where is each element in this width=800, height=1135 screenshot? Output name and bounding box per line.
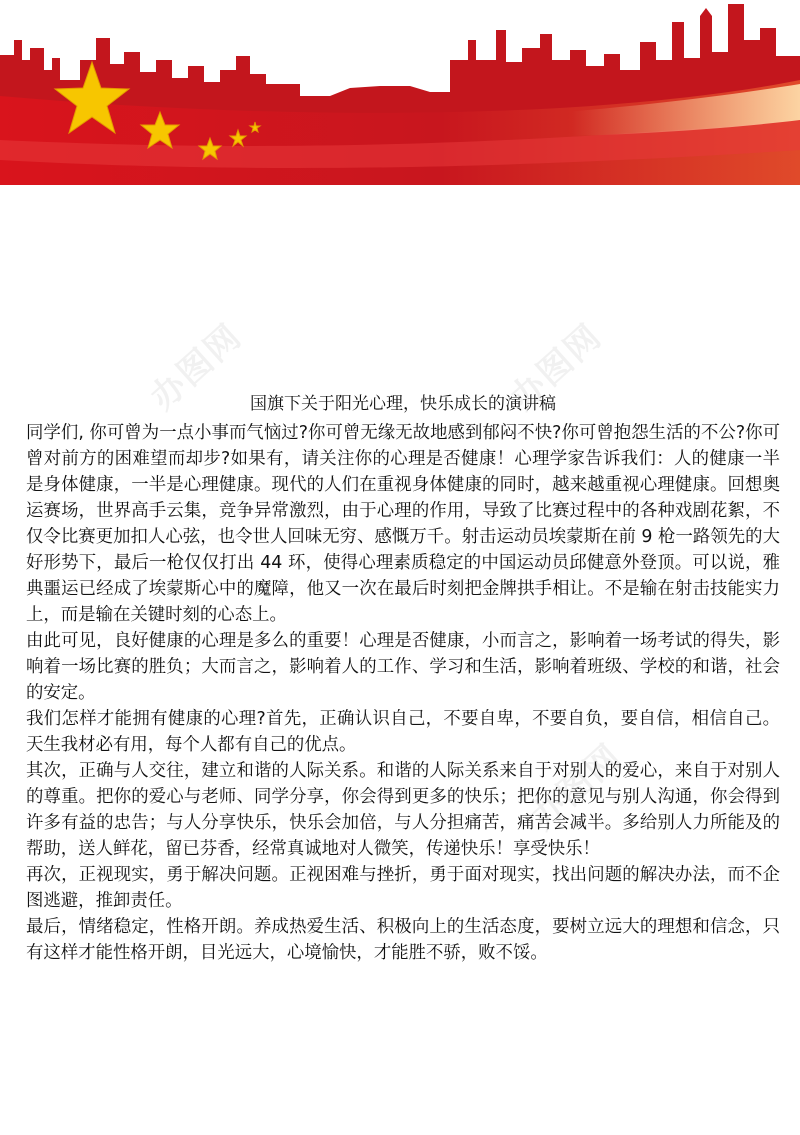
header-banner <box>0 0 800 185</box>
watermark: 办图网 <box>522 736 630 839</box>
paragraph: 其次，正确与人交往，建立和谐的人际关系。和谐的人际关系来自于对别人的爱心，来自于对别人的尊重。把你的爱心与老师、同学分享，你会得到更多的快乐；把你的意见与别人沟通，你会得到许多有益的忠告；与人分享快乐，快乐会加倍，与人分担痛苦，痛苦会减半。多给别人力所能及的帮助，送人鲜花，留已芬香，经常真诚地对人微笑，传递快乐！享受快乐！ <box>26 761 780 859</box>
paragraph: 由此可见，良好健康的心理是多么的重要！心理是否健康，小而言之，影响着一场考试的得失，影响着一场比赛的胜负；大而言之，影响着人的工作、学习和生活，影响着班级、学校的和谐，社会的安定。 <box>26 631 780 703</box>
speech-document <box>26 392 780 966</box>
document-title: 国旗下关于阳光心理，快乐成长的演讲稿 <box>250 394 556 414</box>
paragraph: 我们怎样才能拥有健康的心理?首先，正确认识自己，不要自卑，不要自负，要自信，相信自己。天生我材必有用，每个人都有自己的优点。 <box>26 709 780 755</box>
watermark: 办图网 <box>502 316 610 419</box>
watermark: 办图网 <box>142 316 250 419</box>
paragraph: 同学们, 你可曾为一点小事而气恼过?你可曾无缘无故地感到郁闷不快?你可曾抱怨生活的不公?你可曾对前方的困难望而却步?如果有，请关注你的心理是否健康！心理学家告诉我们：人的健康一半是身体健康，一半是心理健康。现代的人们在重视身体健康的同时，越来越重视心理健康。回想奥运赛场，世界高手云集，竞争异常激烈，由于心理的作用，导致了比赛过程中的各种戏剧花絮，不仅令比赛更加扣人心弦，也令世人回味无穷、感慨万千。射击运动员埃蒙斯在前 9 枪一路领先的大好形势下，最后一枪仅仅打出 44 环，使得心理素质稳定的中国运动员邱健意外登顶。可以说，雅典噩运已经成了埃蒙斯心中的魔障，他又一次在最后时刻把金牌拱手相让。不是输在射击技能实力上，而是输在关键时刻的心态上。 <box>26 423 780 625</box>
paragraph: 再次，正视现实，勇于解决问题。正视困难与挫折，勇于面对现实，找出问题的解决办法，而不企图逃避，推卸责任。 <box>26 865 780 911</box>
paragraph: 最后，情绪稳定，性格开朗。养成热爱生活、积极向上的生活态度，要树立远大的理想和信念，只有这样才能性格开朗，目光远大，心境愉快，才能胜不骄，败不馁。 <box>26 917 780 963</box>
